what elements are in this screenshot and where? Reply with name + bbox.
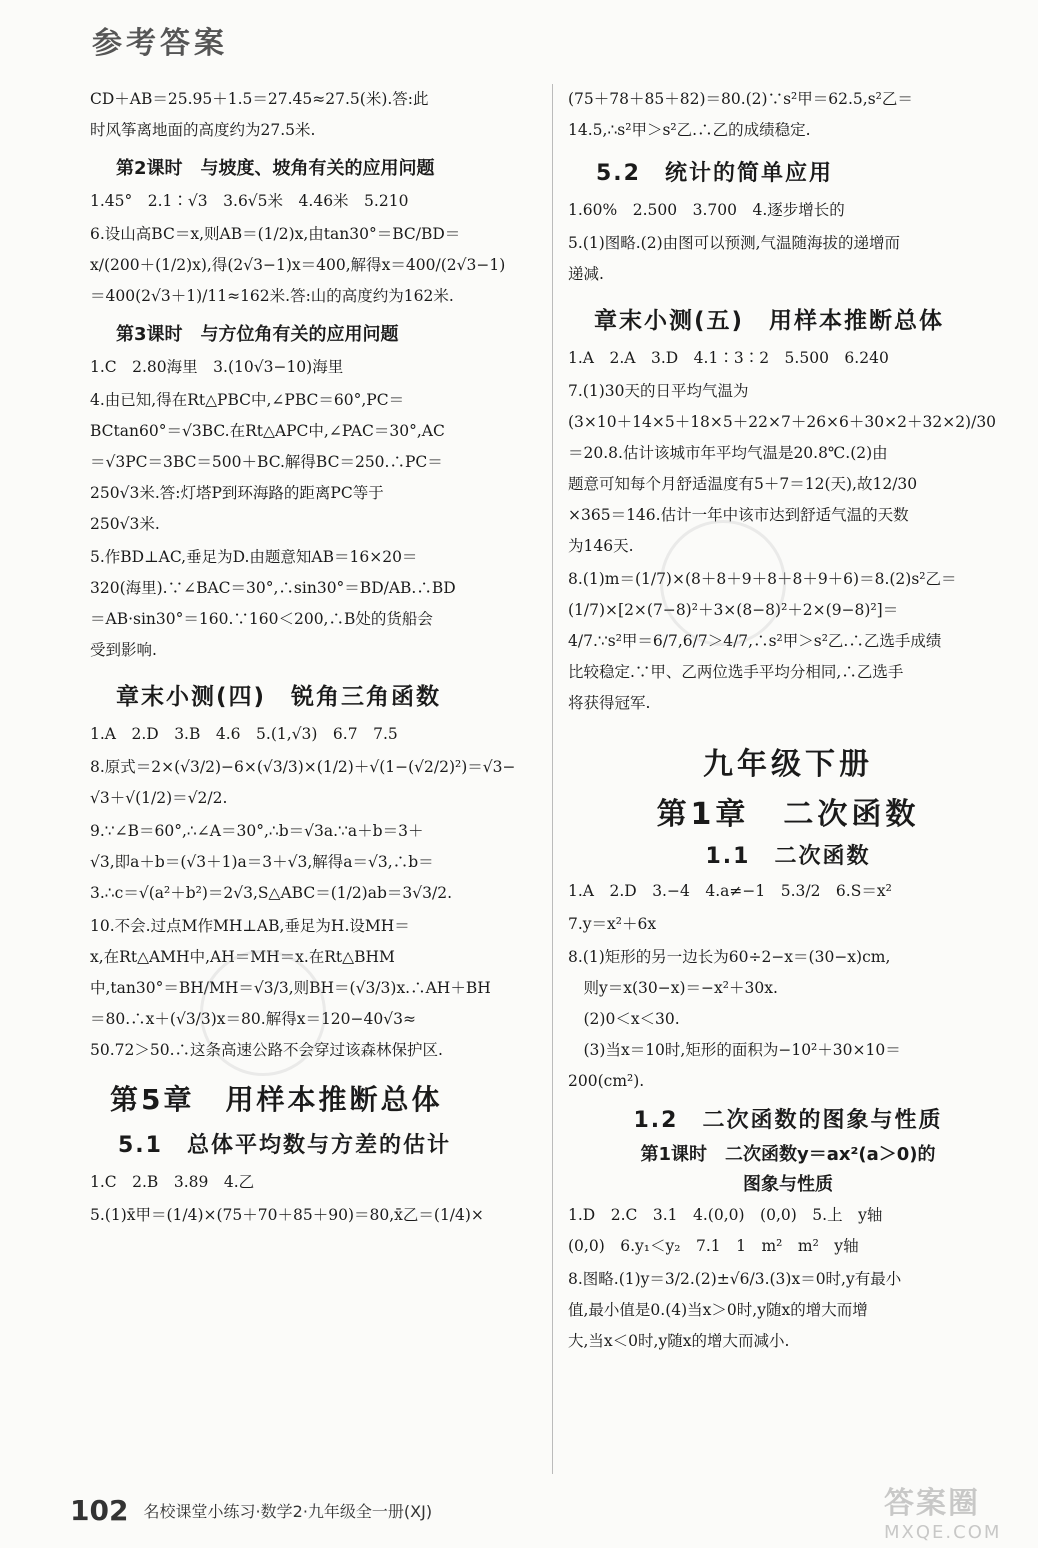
answer-block [90,84,535,146]
answer-line: 将获得冠军. [568,694,651,712]
section-heading: 5.1 总体平均数与方差的估计 [118,1133,451,1158]
answer-line: 6.设山高BC＝x,则AB＝(1/2)x,由tan30°＝BC/BD＝ [90,225,461,243]
answer-line: (1/7)×[2×(7−8)²＋3×(8−8)²＋2×(9−8)²]＝ [568,601,899,619]
answer-block [568,84,1008,146]
answer-line: x/(200＋(1/2)x),得(2√3−1)x＝400,解得x＝400/(2√3−1) [90,256,506,274]
answer-line: 值,最小值是0.(4)当x＞0时,y随x的增大而增 [568,1301,868,1319]
answer-block [568,376,1008,562]
answer-block [90,719,535,750]
answer-line: 250√3米.答:灯塔P到环海路的距离PC等于 [90,484,384,502]
section-heading: 1.1 二次函数 [705,844,871,869]
watermark-logo [884,1478,1024,1543]
answer-line: 时风筝离地面的高度约为27.5米. [90,121,316,139]
answer-line: 1.45° 2.1∶√3 3.6√5米 4.46米 5.210 [90,192,409,210]
answer-line: ＝AB·sin30°＝160.∵160＜200,∴B处的货船会 [90,610,433,628]
answer-block [90,752,535,814]
answer-line: 8.图略.(1)y＝3/2.(2)±√6/3.(3)x＝0时,y有最小 [568,1270,902,1288]
answer-line: 14.5,∴s²甲＞s²乙.∴乙的成绩稳定. [568,121,811,139]
lesson-heading: 图象与性质 [743,1174,833,1195]
chapter-heading: 第5章 用样本推断总体 [110,1083,443,1116]
answer-line: 递减. [568,265,604,283]
answer-line: (3)当x＝10时,矩形的面积为−10²＋30×10＝ [568,1041,901,1059]
chapter-heading: 第1章 二次函数 [656,797,920,832]
answer-block [90,1200,535,1231]
book-title: 名校课堂小练习·数学2·九年级全一册(XJ) [143,1502,433,1521]
answer-line: 5.(1)图略.(2)由图可以预测,气温随海拔的递增而 [568,234,901,252]
answer-line: (2)0＜x＜30. [568,1010,680,1028]
answer-block [568,1264,1008,1357]
answer-line: 8.原式＝2×(√3/2)−6×(√3/3)×(1/2)＋√(1−(√2/2)²)＝√3− [90,758,516,776]
quiz-heading: 章末小测(五) 用样本推断总体 [594,308,945,334]
answer-line: (75＋78＋85＋82)＝80.(2)∵s²甲＝62.5,s²乙＝ [568,90,913,108]
answer-block [568,1200,1008,1262]
answer-line: 8.(1)m＝(1/7)×(8＋8＋9＋8＋8＋9＋6)＝8.(2)s²乙＝ [568,570,957,588]
answer-block [90,816,535,909]
watermark-logo-top: 答案圈 [884,1486,980,1521]
answer-block [90,385,535,540]
answer-line: ＝400(2√3＋1)/11≈162米.答:山的高度约为162米. [90,287,454,305]
answer-line: BCtan60°＝√3BC.在Rt△APC中,∠PAC＝30°,AC [90,422,445,440]
answer-line: 为146天. [568,537,634,555]
answer-line: ＝20.8.估计该城市年平均气温是20.8℃.(2)由 [568,444,888,462]
page-footer [70,1494,432,1534]
answer-block [90,186,535,217]
answer-line: 5.作BD⊥AC,垂足为D.由题意知AB＝16×20＝ [90,548,418,566]
answer-line: ＝√3PC＝3BC＝500＋BC.解得BC＝250.∴PC＝ [90,453,443,471]
answer-line: 则y＝x(30−x)＝−x²＋30x. [568,979,778,997]
answer-block [568,909,1008,940]
answer-line: 7.y＝x²＋6x [568,915,657,933]
answer-line: (3×10＋14×5＋18×5＋22×7＋26×6＋30×2＋32×2)/30 [568,413,997,431]
page-number: 102 [70,1494,129,1527]
answer-line: ＝80.∴x＋(√3/3)x＝80.解得x＝120−40√3≈ [90,1010,416,1028]
answer-line: 50.72＞50.∴这条高速公路不会穿过该森林保护区. [90,1041,443,1059]
answer-block [90,1167,535,1198]
answer-line: 200(cm²). [568,1072,645,1090]
answer-line: 4/7.∵s²甲＝6/7,6/7＞4/7,∴s²甲＞s²乙.∴乙选手成绩 [568,632,942,650]
answer-block [568,876,1008,907]
answer-line: 1.D 2.C 3.1 4.(0,0) (0,0) 5.上 y轴 [568,1206,883,1224]
answer-block [568,942,1008,1097]
answer-block [568,195,1008,226]
answer-line: x,在Rt△AMH中,AH＝MH＝x.在Rt△BHM [90,948,395,966]
answer-line: 比较稳定.∵甲、乙两位选手平均分相同,∴乙选手 [568,663,904,681]
answer-line: 中,tan30°＝BH/MH＝√3/3,则BH＝(√3/3)x.∴AH＋BH [90,979,491,997]
answer-line: 10.不会.过点M作MH⊥AB,垂足为H.设MH＝ [90,917,410,935]
watermark-stamp [200,950,326,1076]
answer-block [568,343,1008,374]
answer-block [568,228,1008,290]
column-divider [552,84,553,1474]
quiz-heading: 章末小测(四) 锐角三角函数 [116,684,442,710]
answer-line: 大,当x＜0时,y随x的增大而减小. [568,1332,790,1350]
answer-line: 1.C 2.80海里 3.(10√3−10)海里 [90,358,344,376]
watermark-logo-bottom: MXQE.COM [884,1522,1002,1543]
answer-line: 1.C 2.B 3.89 4.乙 [90,1173,255,1191]
answer-block [90,219,535,312]
answer-line: 3.∴c＝√(a²＋b²)＝2√3,S△ABC＝(1/2)ab＝3√3/2. [90,884,453,902]
answer-line: 7.(1)30天的日平均气温为 [568,382,749,400]
answer-line: 9.∵∠B＝60°,∴∠A＝30°,∴b＝√3a.∵a＋b＝3＋ [90,822,424,840]
answer-line: 1.A 2.D 3.−4 4.a≠−1 5.3/2 6.S＝x² [568,882,892,900]
answer-line: √3＋√(1/2)＝√2/2. [90,789,228,807]
answer-line: 4.由已知,得在Rt△PBC中,∠PBC＝60°,PC＝ [90,391,405,409]
lesson-heading: 第1课时 二次函数y＝ax²(a＞0)的 [640,1144,936,1165]
answer-line: 320(海里).∵∠BAC＝30°,∴sin30°＝BD/AB.∴BD [90,579,456,597]
lesson-heading: 第2课时 与坡度、坡角有关的应用问题 [116,158,435,179]
answer-block [90,542,535,666]
book-heading: 九年级下册 [703,747,873,782]
right-column [568,84,1008,1359]
answer-block [568,564,1008,719]
section-heading: 5.2 统计的简单应用 [596,161,833,186]
page-header-label: 参考答案 [92,26,228,61]
answer-block [90,352,535,383]
answer-line: 1.A 2.A 3.D 4.1∶3∶2 5.500 6.240 [568,349,889,367]
answer-line: 1.60% 2.500 3.700 4.逐步增长的 [568,201,845,219]
answer-line: (0,0) 6.y₁＜y₂ 7.1 1 m² m² y轴 [568,1237,859,1255]
answer-line: 5.(1)x̄甲＝(1/4)×(75＋70＋85＋90)＝80,x̄乙＝(1/4)× [90,1206,484,1224]
answer-line: 8.(1)矩形的另一边长为60÷2−x＝(30−x)cm, [568,948,891,966]
section-heading: 1.2 二次函数的图象与性质 [633,1108,943,1133]
watermark-stamp [660,520,786,646]
answer-line: CD＋AB＝25.95＋1.5＝27.45≈27.5(米).答:此 [90,90,429,108]
answer-line: 250√3米. [90,515,160,533]
answer-line: 题意可知每个月舒适温度有5＋7＝12(天),故12/30 [568,475,918,493]
left-column [90,84,535,1233]
lesson-heading: 第3课时 与方位角有关的应用问题 [116,324,399,345]
answer-line: √3,即a＋b＝(√3＋1)a＝3＋√3,解得a＝√3,∴b＝ [90,853,434,871]
answer-line: ×365＝146.估计一年中该市达到舒适气温的天数 [568,506,909,524]
answer-line: 1.A 2.D 3.B 4.6 5.(1,√3) 6.7 7.5 [90,725,398,743]
answer-line: 受到影响. [90,641,157,659]
